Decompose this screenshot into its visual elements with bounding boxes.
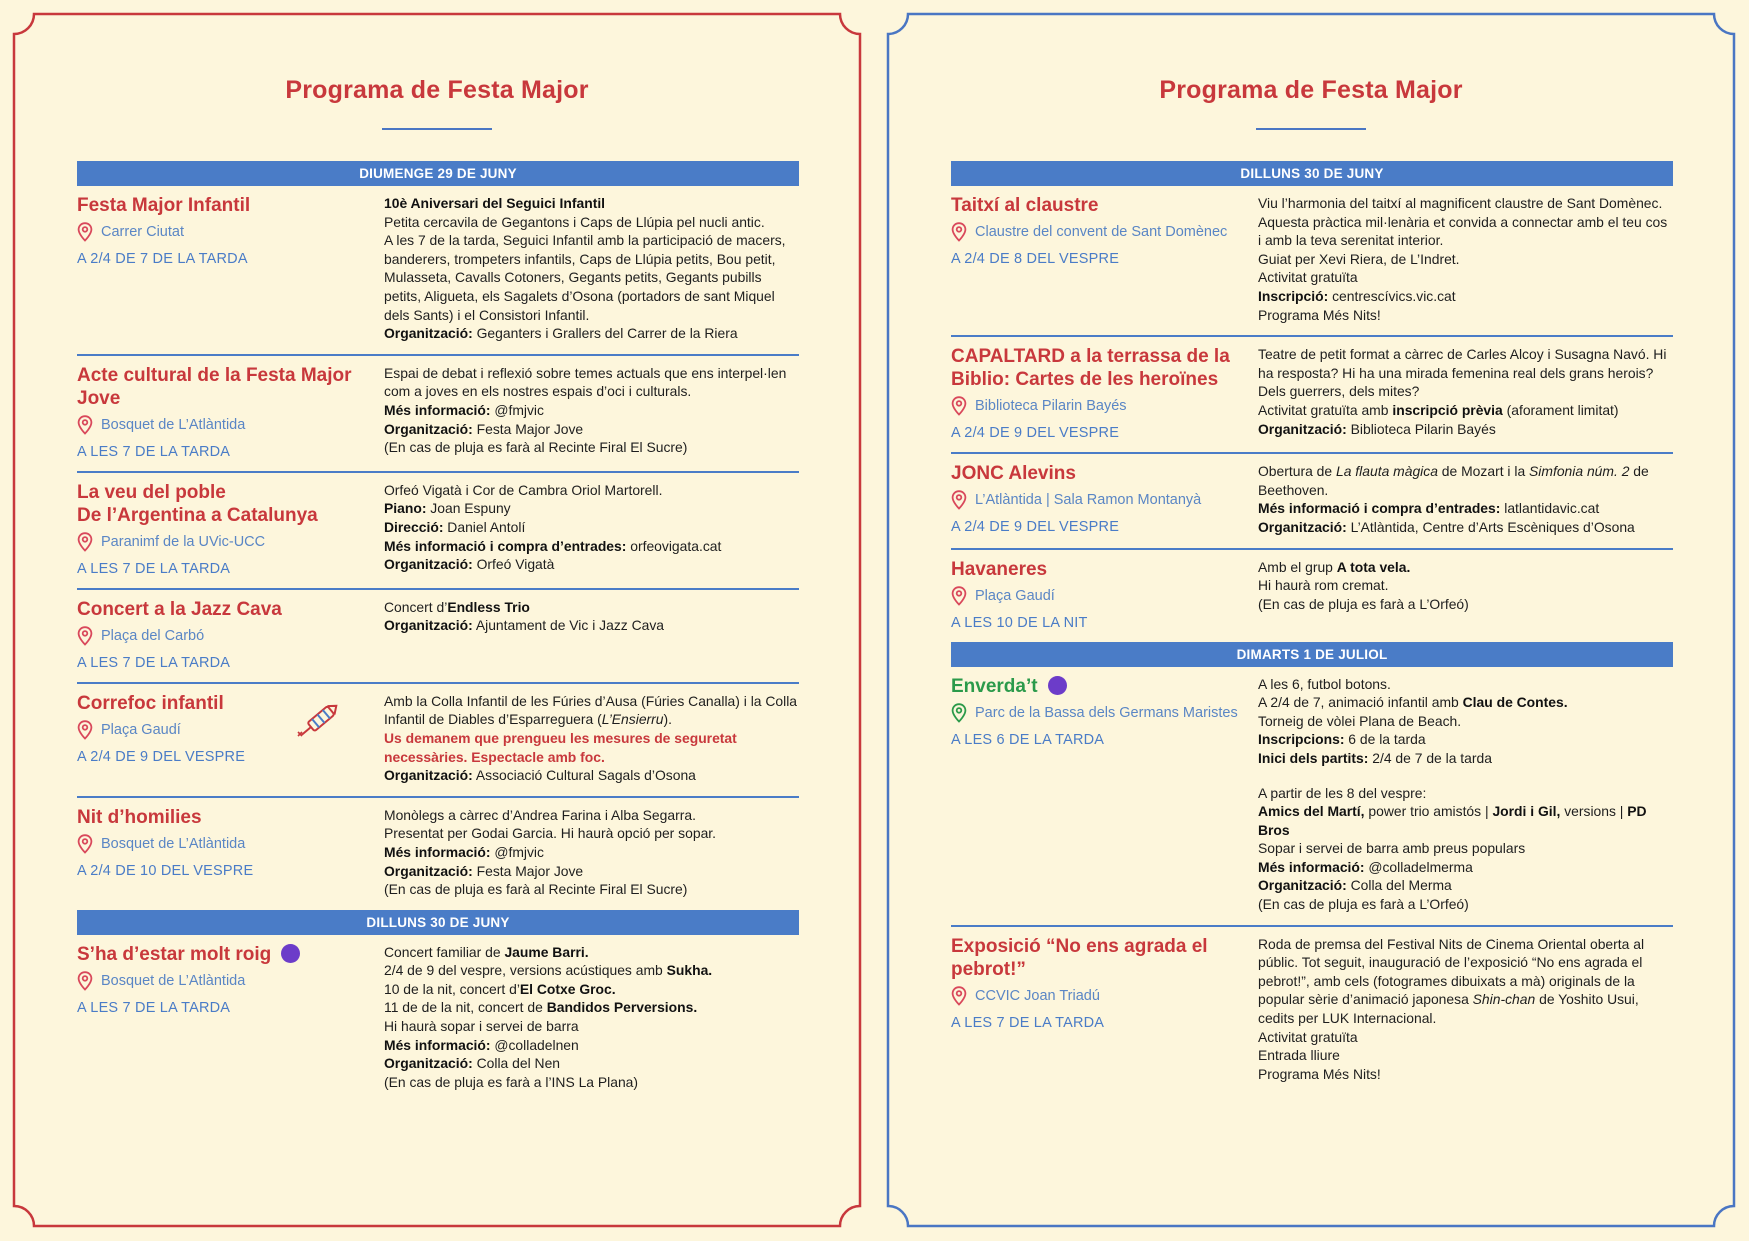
event-time: A 2/4 DE 7 DE LA TARDA — [77, 251, 248, 267]
text-segment: Festa Major Jove — [472, 862, 584, 879]
text-segment: Torneig de vòlei Plana de Beach. — [1258, 712, 1462, 729]
event-title-text: JONC Alevins — [951, 463, 1076, 485]
location-pin-icon — [77, 415, 93, 435]
event-title — [951, 935, 1258, 981]
event-item — [951, 337, 1673, 454]
text-segment: (aforament limitat) — [1502, 401, 1619, 418]
text-segment: Amb el grup — [1258, 558, 1337, 575]
location-text: Plaça del Carbó — [101, 627, 205, 644]
event-info — [951, 935, 1258, 1084]
text-segment: Programa Més Nits! — [1258, 306, 1381, 323]
location-pin-icon — [77, 626, 93, 646]
location-text: Paranimf de la UVic-UCC — [101, 533, 266, 550]
description-line — [1258, 250, 1673, 269]
label-bold: Jordi i Gil, — [1492, 803, 1561, 820]
description-line — [384, 806, 799, 825]
text-segment: Sopar i servei de barra amb preus populars — [1258, 840, 1526, 857]
description-line — [1258, 935, 1673, 1028]
location-pin-icon — [77, 532, 93, 552]
location-text: L’Atlàntida | Sala Ramon Montanyà — [975, 492, 1202, 509]
description-line — [1258, 345, 1673, 401]
location-text: Biblioteca Pilarin Bayés — [975, 398, 1127, 415]
description-line — [1258, 1046, 1673, 1065]
text-segment: Colla del Merma — [1346, 877, 1452, 894]
text-segment: versions | — [1560, 803, 1628, 820]
text-segment: @fmjvic — [490, 401, 544, 418]
label-bold: Amics del Martí, — [1258, 803, 1365, 820]
description-line — [384, 420, 799, 439]
description-line — [384, 824, 799, 843]
event-info — [951, 345, 1258, 441]
description-line — [384, 537, 799, 556]
event-title-text: S’ha d’estar molt roig — [77, 943, 272, 965]
event-time: A LES 7 DE LA TARDA — [77, 999, 231, 1016]
event-item — [951, 550, 1673, 642]
event-location — [77, 222, 384, 242]
label-bold: Endless Trio — [447, 598, 530, 615]
text-segment: (En cas de pluja es farà a L’Orfeó) — [1258, 896, 1469, 913]
event-description — [1258, 345, 1673, 441]
event-item — [77, 473, 799, 590]
spacer — [1258, 768, 1673, 784]
event-item — [77, 684, 799, 798]
location-text: Claustre del convent de Sant Domènec — [975, 224, 1228, 240]
text-segment: Geganters i Grallers del Carrer de la Riera — [472, 325, 738, 342]
event-item — [951, 454, 1673, 549]
description-line — [1258, 730, 1673, 749]
label-bold: El Cotxe Groc. — [519, 980, 616, 997]
location-pin-icon — [77, 222, 93, 242]
label-bold: Organització: — [384, 556, 473, 573]
location-pin-icon — [77, 834, 93, 854]
title-divider — [382, 128, 492, 130]
text-segment: 6 de la tarda — [1344, 731, 1426, 748]
location-pin-icon — [77, 971, 93, 991]
left-page — [12, 12, 862, 1228]
text-segment: Daniel Antolí — [443, 518, 526, 535]
text-segment: L’Atlàntida, Centre d’Arts Escèniques d’Osona — [1346, 518, 1635, 535]
text-segment: (En cas de pluja es farà al Recinte Firal El Sucre) — [384, 881, 688, 898]
event-title — [951, 462, 1258, 485]
description-line — [384, 998, 799, 1017]
event-info — [77, 806, 384, 899]
event-title — [77, 481, 384, 527]
label-bold: Inscripcions: — [1258, 731, 1345, 748]
event-item — [77, 935, 799, 1103]
location-pin-icon — [951, 586, 967, 606]
event-info — [951, 675, 1258, 914]
description-line — [1258, 675, 1673, 694]
label-bold: Organització: — [384, 862, 473, 879]
description-line — [384, 555, 799, 574]
event-description — [1258, 462, 1673, 536]
location-pin-icon — [77, 720, 93, 740]
text-segment: ). — [663, 711, 673, 728]
text-segment: Hi haurà sopar i servei de barra — [384, 1018, 579, 1035]
description-line — [384, 231, 799, 324]
description-line — [1258, 499, 1673, 518]
event-location — [77, 971, 384, 991]
label-bold: Clau de Contes. — [1462, 694, 1568, 711]
event-description — [384, 943, 799, 1092]
event-item — [77, 186, 799, 356]
label-bold: Piano: — [384, 500, 427, 517]
event-location — [951, 490, 1258, 510]
text-segment: (En cas de pluja es farà a l’INS La Plana) — [384, 1073, 639, 1090]
text-segment: latlantidavic.cat — [1500, 500, 1600, 517]
description-line — [384, 961, 799, 980]
location-text: CCVIC Joan Triadú — [975, 987, 1100, 1004]
event-item — [77, 356, 799, 473]
description-line — [1258, 895, 1673, 914]
text-segment: Ajuntament de Vic i Jazz Cava — [472, 617, 664, 634]
label-bold: Organització: — [384, 420, 473, 437]
text-segment: Associació Cultural Sagals d’Osona — [472, 767, 696, 784]
description-line — [384, 880, 799, 899]
event-description — [384, 194, 799, 343]
day-header: DIUMENGE 29 DE JUNY — [77, 161, 799, 186]
location-text: Bosquet de L’Atlàntida — [101, 416, 246, 433]
location-text: Bosquet de L’Atlàntida — [101, 972, 246, 989]
event-time: A 2/4 DE 10 DEL VESPRE — [77, 862, 254, 879]
text-segment: Monòlegs a càrrec d’Andrea Farina i Alba Segarra. — [384, 806, 696, 823]
description-line — [384, 1017, 799, 1036]
description-line — [384, 1073, 799, 1092]
label-bold: Organització: — [384, 617, 473, 634]
label-bold: Inici dels partits: — [1258, 749, 1369, 766]
description-line — [1258, 595, 1673, 614]
event-location — [951, 396, 1258, 416]
event-title-text: De l’Argentina a Catalunya — [77, 504, 318, 526]
description-line — [384, 843, 799, 862]
label-bold: Més informació: — [384, 1036, 491, 1053]
event-info — [77, 481, 384, 577]
page-title: Programa de Festa Major — [1159, 76, 1463, 104]
event-title — [951, 558, 1258, 581]
label-bold: inscripció prèvia — [1392, 401, 1503, 418]
event-title-text: Acte cultural de la Festa Major Jove — [77, 364, 352, 409]
event-title — [77, 806, 384, 829]
event-info — [77, 364, 384, 460]
event-location — [77, 415, 384, 435]
event-time: A 2/4 DE 9 DEL VESPRE — [951, 425, 1120, 442]
event-description — [384, 481, 799, 577]
page-title: Programa de Festa Major — [285, 76, 589, 104]
text-segment: de Mozart i la — [1437, 463, 1530, 480]
description-line — [1258, 749, 1673, 768]
location-pin-icon — [951, 222, 967, 242]
event-description — [384, 806, 799, 899]
description-line — [384, 862, 799, 881]
label-bold: A tota vela. — [1336, 558, 1411, 575]
description-line — [1258, 306, 1673, 325]
text-segment: Espai de debat i reflexió sobre temes actuals que ens interpel·len com a joves en els nostres espais d’oci i culturals. — [384, 364, 787, 400]
text-segment: @colladelnen — [490, 1036, 579, 1053]
day-header: DIMARTS 1 DE JULIOL — [951, 642, 1673, 667]
event-time: A 2/4 DE 9 DEL VESPRE — [77, 748, 246, 765]
description-line — [1258, 784, 1673, 803]
description-line — [1258, 1065, 1673, 1084]
text-segment: Festa Major Jove — [472, 420, 584, 437]
event-time: A LES 6 DE LA TARDA — [951, 731, 1105, 748]
text-segment: @fmjvic — [490, 843, 544, 860]
day-header: DILLUNS 30 DE JUNY — [951, 161, 1673, 186]
description-line — [384, 729, 799, 766]
description-line — [384, 481, 799, 500]
purple-dot-icon — [281, 944, 300, 963]
text-segment: 11 de de la nit, concert de — [384, 999, 547, 1016]
event-description — [1258, 935, 1673, 1084]
text-segment: Concert d’ — [384, 598, 448, 615]
program-column — [77, 161, 799, 1102]
label-bold: Organització: — [1258, 420, 1347, 437]
description-line — [384, 943, 799, 962]
text-segment: Obertura de — [1258, 463, 1336, 480]
event-title-text: CAPALTARD a la terrassa de la Biblio: Cartes de les heroïnes — [951, 346, 1230, 391]
description-line — [384, 364, 799, 401]
label-bold: Bandidos Perversions. — [546, 999, 698, 1016]
event-item — [951, 667, 1673, 927]
text-segment: Presentat per Godai Garcia. Hi haurà opció per sopar. — [384, 825, 717, 842]
event-description — [1258, 194, 1673, 324]
label-bold: Inscripció: — [1258, 287, 1329, 304]
event-item — [77, 590, 799, 684]
text-segment: Orfeó Vigatà i Cor de Cambra Oriol Martorell. — [384, 481, 663, 498]
description-line — [1258, 1028, 1673, 1047]
label-bold: Organització: — [384, 1055, 473, 1072]
location-text: Parc de la Bassa dels Germans Maristes — [975, 704, 1238, 721]
description-line — [1258, 462, 1673, 499]
purple-dot-icon — [1048, 676, 1067, 695]
label-bold: Més informació: — [384, 401, 491, 418]
text-segment: centrescívics.vic.cat — [1328, 287, 1456, 304]
event-info — [77, 692, 384, 785]
event-location — [951, 222, 1258, 242]
program-column — [951, 161, 1673, 1094]
text-segment: de Beethoven. — [1258, 463, 1649, 498]
description-line — [384, 401, 799, 420]
text-segment: Colla del Nen — [472, 1055, 561, 1072]
location-text: Bosquet de L’Atlàntida — [101, 835, 246, 852]
event-item — [77, 798, 799, 910]
event-info — [77, 598, 384, 671]
location-text: Carrer Ciutat — [101, 224, 184, 240]
description-line — [1258, 518, 1673, 537]
description-line — [1258, 693, 1673, 712]
event-item — [951, 186, 1673, 337]
description-line — [1258, 802, 1673, 839]
description-line — [384, 1054, 799, 1073]
description-line — [384, 598, 799, 617]
description-line — [384, 518, 799, 537]
description-line — [384, 213, 799, 232]
text-segment: 10 de la nit, concert d’ — [384, 980, 520, 997]
location-pin-icon — [951, 703, 967, 723]
description-line — [384, 616, 799, 635]
event-description — [384, 692, 799, 785]
text-segment: Activitat gratuïta — [1258, 269, 1358, 286]
event-description — [1258, 558, 1673, 631]
text-segment: La flauta màgica — [1336, 463, 1438, 480]
event-time: A LES 7 DE LA TARDA — [77, 654, 231, 671]
event-location — [951, 703, 1258, 723]
description-line — [1258, 287, 1673, 306]
right-page — [886, 12, 1736, 1228]
text-segment: Orfeó Vigatà — [472, 556, 555, 573]
description-line — [384, 499, 799, 518]
text-segment: Simfonia núm. 2 — [1529, 463, 1630, 480]
event-location — [77, 834, 384, 854]
event-description — [384, 364, 799, 460]
firework-rocket-icon — [295, 698, 343, 744]
text-segment: Petita cercavila de Gegantons i Caps de Llúpia pel nucli antic. — [384, 213, 765, 230]
event-title-text: Taitxí al claustre — [951, 195, 1099, 216]
text-segment: A partir de les 8 del vespre: — [1258, 784, 1427, 801]
text-segment: Joan Espuny — [426, 500, 511, 517]
event-time: A LES 7 DE LA TARDA — [77, 560, 231, 577]
text-segment: (En cas de pluja es farà a L’Orfeó) — [1258, 595, 1469, 612]
text-segment: Amb la Colla Infantil de les Fúries d’Ausa (Fúries Canalla) i la Colla Infantil de Diables d’Esparreguera ( — [384, 692, 798, 728]
event-title — [77, 194, 384, 217]
text-segment: Biblioteca Pilarin Bayés — [1346, 420, 1496, 437]
description-line — [1258, 876, 1673, 895]
event-info — [951, 194, 1258, 324]
warning-text: Us demanem que prengueu les mesures de seguretat necessàries. Espectacle amb foc. — [384, 729, 737, 765]
description-line — [1258, 194, 1673, 250]
text-segment: Programa Més Nits! — [1258, 1065, 1381, 1082]
text-segment: @colladelmerma — [1364, 858, 1473, 875]
event-info — [77, 194, 384, 343]
text-segment: (En cas de pluja es farà al Recinte Firal El Sucre) — [384, 439, 688, 456]
label-bold: Més informació: — [1258, 858, 1365, 875]
label-bold: PD Bros — [1258, 803, 1647, 838]
text-segment: A les 7 de la tarda, Seguici Infantil amb la participació de macers, banderers, trompeters infantils, Caps de Llúpia petits, Bou petit, Mulasseta, Cavalls Cotoners, Gegants petits, Gegants pubills petits, Aligueta, els Sagalets d’Osona (portadors de sant Miquel dels Sants) i el Consistori Infantil. — [384, 232, 786, 323]
description-line — [384, 438, 799, 457]
event-description — [1258, 675, 1673, 914]
event-location — [951, 586, 1258, 606]
description-line — [1258, 712, 1673, 731]
text-segment: Entrada lliure — [1258, 1047, 1340, 1064]
event-title — [951, 345, 1258, 391]
description-line — [384, 766, 799, 785]
text-segment: A 2/4 de 7, animació infantil amb — [1258, 694, 1463, 711]
text-segment: Hi haurà rom cremat. — [1258, 577, 1389, 594]
description-line — [384, 194, 799, 213]
text-segment: Activitat gratuïta amb — [1258, 401, 1393, 418]
text-segment: 2/4 de 7 de la tarda — [1368, 749, 1492, 766]
description-line — [384, 692, 799, 729]
event-title — [77, 598, 384, 621]
description-line — [1258, 268, 1673, 287]
label-bold: Organització: — [1258, 877, 1347, 894]
event-item — [951, 927, 1673, 1095]
text-segment: Guiat per Xevi Riera, de L’Indret. — [1258, 250, 1460, 267]
description-line — [1258, 576, 1673, 595]
event-location — [77, 532, 384, 552]
text-segment: de Yoshito Usui, cedits per LUK Internacional. — [1258, 991, 1639, 1027]
event-info — [77, 943, 384, 1092]
text-segment: Viu l’harmonia del taitxí al magnificent claustre de Sant Domènec. Aquesta pràctica mil·lenària et convida a connectar amb el teu cos i amb la teva serenitat interior. — [1258, 195, 1668, 249]
event-title — [77, 943, 384, 966]
location-pin-icon — [951, 490, 967, 510]
event-time: A LES 7 DE LA TARDA — [951, 1014, 1105, 1031]
text-segment: orfeovigata.cat — [626, 537, 722, 554]
label-bold: Sukha. — [666, 962, 713, 979]
description-line — [1258, 839, 1673, 858]
label-bold: Més informació: — [384, 843, 491, 860]
description-line — [384, 324, 799, 343]
description-line — [384, 980, 799, 999]
location-pin-icon — [951, 396, 967, 416]
event-location — [951, 986, 1258, 1006]
event-title-text: Enverda’t — [951, 675, 1038, 697]
event-title-text: Concert a la Jazz Cava — [77, 598, 282, 620]
event-time: A 2/4 DE 8 DEL VESPRE — [951, 251, 1120, 267]
label-bold: Jaume Barri. — [504, 943, 589, 960]
label-bold: Direcció: — [384, 518, 444, 535]
description-line — [1258, 858, 1673, 877]
label-bold: Organització: — [384, 767, 473, 784]
text-segment: L’Ensierru — [601, 711, 664, 728]
label-bold: Més informació i compra d’entrades: — [384, 537, 627, 554]
text-segment: Roda de premsa del Festival Nits de Cinema Oriental oberta al públic. Tot seguit, inauguració de l’exposició “No ens agrada el pebrot!”, amb cels (fotogrames dibuixats a mà) originals de la popular sèrie d’animació japonesa — [1258, 935, 1645, 1008]
event-time: A LES 7 DE LA TARDA — [77, 443, 231, 460]
description-line — [1258, 558, 1673, 577]
event-info — [951, 558, 1258, 631]
event-title-text: La veu del poble — [77, 481, 226, 503]
event-time: A 2/4 DE 9 DEL VESPRE — [951, 519, 1120, 536]
label-bold: Més informació i compra d’entrades: — [1258, 500, 1501, 517]
text-segment: Teatre de petit format a càrrec de Carles Alcoy i Susagna Navó. Hi ha resposta? Hi ha una mirada femenina real dels grans herois? Dels guerrers, dels mites? — [1258, 346, 1667, 400]
text-segment: Shin-chan — [1472, 991, 1536, 1008]
event-description — [384, 598, 799, 671]
event-title — [951, 194, 1258, 217]
event-title-text: Exposició “No ens agrada el pebrot!” — [951, 935, 1208, 980]
location-text: Plaça Gaudí — [975, 587, 1055, 604]
title-divider — [1256, 128, 1366, 130]
text-segment: power trio amistós | — [1364, 803, 1493, 820]
event-info — [951, 462, 1258, 536]
label-bold: Organització: — [1258, 518, 1347, 535]
location-pin-icon — [951, 986, 967, 1006]
description-line — [1258, 401, 1673, 420]
event-title-text: Correfoc infantil — [77, 692, 224, 714]
text-segment: A les 6, futbol botons. — [1258, 675, 1391, 692]
label-bold: Organització: — [384, 325, 473, 342]
text-segment: Activitat gratuïta — [1258, 1028, 1358, 1045]
event-title — [951, 675, 1258, 698]
event-location — [77, 626, 384, 646]
event-time: A LES 10 DE LA NIT — [951, 614, 1088, 631]
description-line — [1258, 420, 1673, 439]
description-line — [384, 1036, 799, 1055]
label-bold: 10è Aniversari del Seguici Infantil — [384, 195, 606, 211]
text-segment: Concert familiar de — [384, 943, 505, 960]
event-title — [77, 364, 384, 410]
day-header: DILLUNS 30 DE JUNY — [77, 910, 799, 935]
location-text: Plaça Gaudí — [101, 721, 181, 738]
event-title-text: Festa Major Infantil — [77, 195, 251, 216]
event-title-text: Nit d’homilies — [77, 806, 202, 828]
text-segment: 2/4 de 9 del vespre, versions acústiques amb — [384, 962, 667, 979]
event-title-text: Havaneres — [951, 558, 1048, 580]
